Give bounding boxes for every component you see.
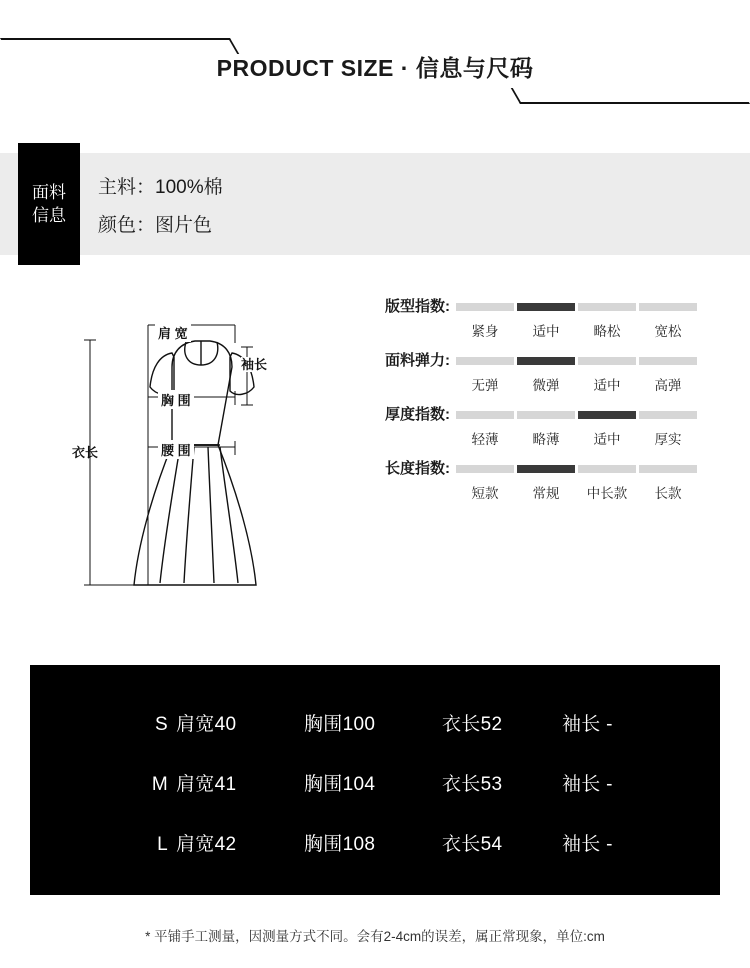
index-bar [578,357,636,365]
page-header [0,0,750,110]
index-bar [639,357,697,365]
diagram-label-length: 衣长 [72,445,99,460]
index-tick: 长款 [654,486,682,501]
index-tick: 轻薄 [471,432,499,447]
index-bar-selected [578,411,636,419]
size-length: 衣长53 [442,774,503,795]
size-shoulder: 肩宽40 [176,714,237,735]
index-label-length: 长度指数: [385,460,450,477]
index-bar [578,303,636,311]
size-sleeve: 袖长 - [562,714,613,735]
size-length: 衣长52 [442,714,503,735]
index-bar-selected [517,465,575,473]
index-label-thickness: 厚度指数: [385,406,450,423]
index-label-fit: 版型指数: [385,298,450,315]
fabric-info-text [98,169,223,245]
fabric-info-band [0,143,750,265]
index-tick: 适中 [532,324,560,339]
size-bust: 胸围104 [304,774,376,795]
index-tick: 常规 [532,486,560,501]
index-bar-selected [517,357,575,365]
index-tick: 适中 [593,432,621,447]
fabric-badge-line1: 面料 [32,183,66,202]
index-bar [639,465,697,473]
index-tick: 紧身 [471,324,499,339]
fabric-badge-line2: 信息 [32,206,66,225]
diagram-label-bust: 胸 围 [158,390,194,409]
index-tick: 略薄 [532,432,560,447]
index-tick: 适中 [593,378,621,393]
size-sleeve: 袖长 - [562,834,613,855]
index-tick: 略松 [593,324,621,339]
table-row [30,709,720,769]
size-name: L [157,834,168,855]
index-tick: 宽松 [654,324,682,339]
index-row-length [352,460,712,514]
diagram-label-sleeve: 袖长 [241,357,268,372]
index-bar [517,411,575,419]
index-tick: 厚实 [654,432,682,447]
index-bar [456,411,514,419]
index-row-thickness [352,406,712,460]
page-title-en: PRODUCT SIZE [216,55,394,81]
index-tick: 短款 [471,486,499,501]
index-ticks-fit [456,320,700,340]
dress-diagram [60,295,340,615]
index-list [352,298,712,514]
page-title [0,50,750,83]
table-row [30,829,720,889]
size-table-rows [30,709,720,889]
index-bar [456,303,514,311]
page-title-separator: · [400,55,409,81]
index-bars-elasticity [456,357,700,365]
page-title-cn: 信息与尺码 [415,55,534,81]
index-tick: 高弹 [654,378,682,393]
index-bar-selected [517,303,575,311]
index-bar [456,465,514,473]
size-bust: 胸围100 [304,714,376,735]
fabric-color: 颜色：图片色 [98,215,213,236]
index-bars-thickness [456,411,700,419]
index-bar [456,357,514,365]
index-row-fit [352,298,712,352]
index-tick: 微弹 [532,378,560,393]
header-rule-right [511,88,750,104]
fabric-info-badge [18,143,80,265]
index-bar [639,303,697,311]
size-bust: 胸围108 [304,834,376,855]
size-length: 衣长54 [442,834,503,855]
size-sleeve: 袖长 - [562,774,613,795]
index-tick: 无弹 [471,378,499,393]
index-bar [639,411,697,419]
measurement-footnote: * 平铺手工测量，因测量方式不同。会有2-4cm的误差，属正常现象，单位:cm [145,929,605,944]
index-bars-fit [456,303,700,311]
index-ticks-thickness [456,428,700,448]
index-ticks-length [456,482,700,502]
size-name: S [155,714,168,735]
index-tick: 中长款 [586,486,628,501]
size-shoulder: 肩宽42 [176,834,237,855]
measurement-section [0,280,750,630]
index-bar [578,465,636,473]
index-row-elasticity [352,352,712,406]
dress-illustration-icon [60,295,340,615]
size-table [30,665,720,895]
size-name: M [151,774,168,795]
index-label-elasticity: 面料弹力: [385,352,450,369]
diagram-label-waist: 腰 围 [158,440,194,459]
size-shoulder: 肩宽41 [176,774,237,795]
fabric-material: 主料：100%棉 [98,177,223,198]
diagram-label-shoulder: 肩 宽 [155,323,191,342]
index-ticks-elasticity [456,374,700,394]
index-bars-length [456,465,700,473]
table-row [30,769,720,829]
